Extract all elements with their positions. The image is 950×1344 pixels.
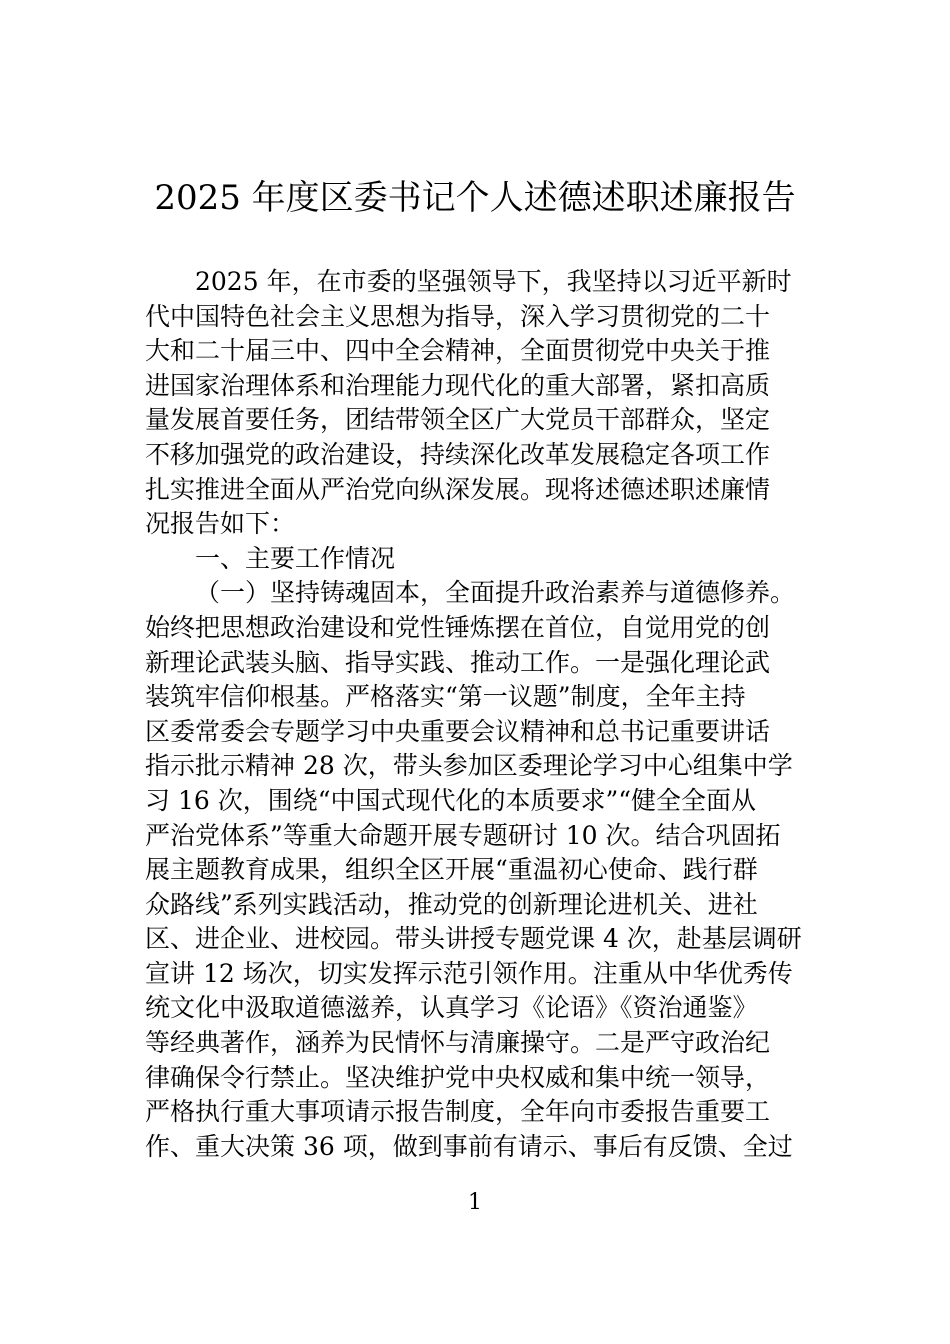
body-line: 新理论武装头脑、指导实践、推动工作。一是强化理论武 — [145, 647, 771, 677]
body-line: 装筑牢信仰根基。严格落实“第一议题”制度，全年主持 — [145, 682, 746, 712]
body-line: 大和二十届三中、四中全会精神，全面贯彻党中央关于推 — [145, 336, 771, 366]
body-line: 扎实推进全面从严治党向纵深发展。现将述德述职述廉情 — [145, 474, 771, 504]
body-line: 等经典著作，涵养为民情怀与清廉操守。二是严守政治纪 — [145, 1028, 771, 1058]
body-line: 不移加强党的政治建设，持续深化改革发展稳定各项工作 — [145, 439, 771, 469]
body-line: 众路线”系列实践活动，推动党的创新理论进机关、进社 — [145, 889, 758, 919]
body-line: 区委常委会专题学习中央重要会议精神和总书记重要讲话 — [145, 716, 771, 746]
body-line: 严治党体系”等重大命题开展专题研讨 10 次。结合巩固拓 — [145, 820, 781, 850]
body-line: 代中国特色社会主义思想为指导，深入学习贯彻党的二十 — [145, 301, 771, 331]
body-line: 宣讲 12 场次，切实发挥示范引领作用。注重从中华优秀传 — [145, 958, 793, 988]
body-line: 律确保令行禁止。坚决维护党中央权威和集中统一领导， — [145, 1062, 771, 1092]
document-title: 2025 年度区委书记个人述德述职述廉报告 — [154, 178, 796, 218]
body-line: 量发展首要任务，团结带领全区广大党员干部群众，坚定 — [145, 405, 771, 435]
body-line: 始终把思想政治建设和党性锤炼摆在首位，自觉用党的创 — [145, 612, 771, 642]
body-line: 进国家治理体系和治理能力现代化的重大部署，紧扣高质 — [145, 370, 771, 400]
subsection-heading: （一）坚持铸魂固本，全面提升政治素养与道德修养。 — [195, 578, 796, 608]
body-line: 统文化中汲取道德滋养，认真学习《论语》《资治通鉴》 — [145, 993, 758, 1023]
body-line: 2025 年，在市委的坚强领导下，我坚持以习近平新时 — [195, 267, 792, 296]
section-heading: 一、主要工作情况 — [195, 543, 396, 573]
body-line: 指示批示精神 28 次，带头参加区委理论学习中心组集中学 — [145, 751, 793, 781]
body-line: 展主题教育成果，组织全区开展“重温初心使命、践行群 — [145, 855, 758, 885]
body-line: 况报告如下： — [145, 509, 296, 539]
body-line: 作、重大决策 36 项，做到事前有请示、事后有反馈、全过 — [145, 1131, 793, 1161]
body-line: 习 16 次，围绕“中国式现代化的本质要求”“健全全面从 — [145, 785, 757, 815]
body-line: 严格执行重大事项请示报告制度，全年向市委报告重要工 — [145, 1097, 771, 1127]
page-number: 1 — [468, 1190, 482, 1215]
body-line: 区、进企业、进校园。带头讲授专题党课 4 次，赴基层调研 — [145, 924, 802, 954]
document-body — [145, 265, 835, 1164]
